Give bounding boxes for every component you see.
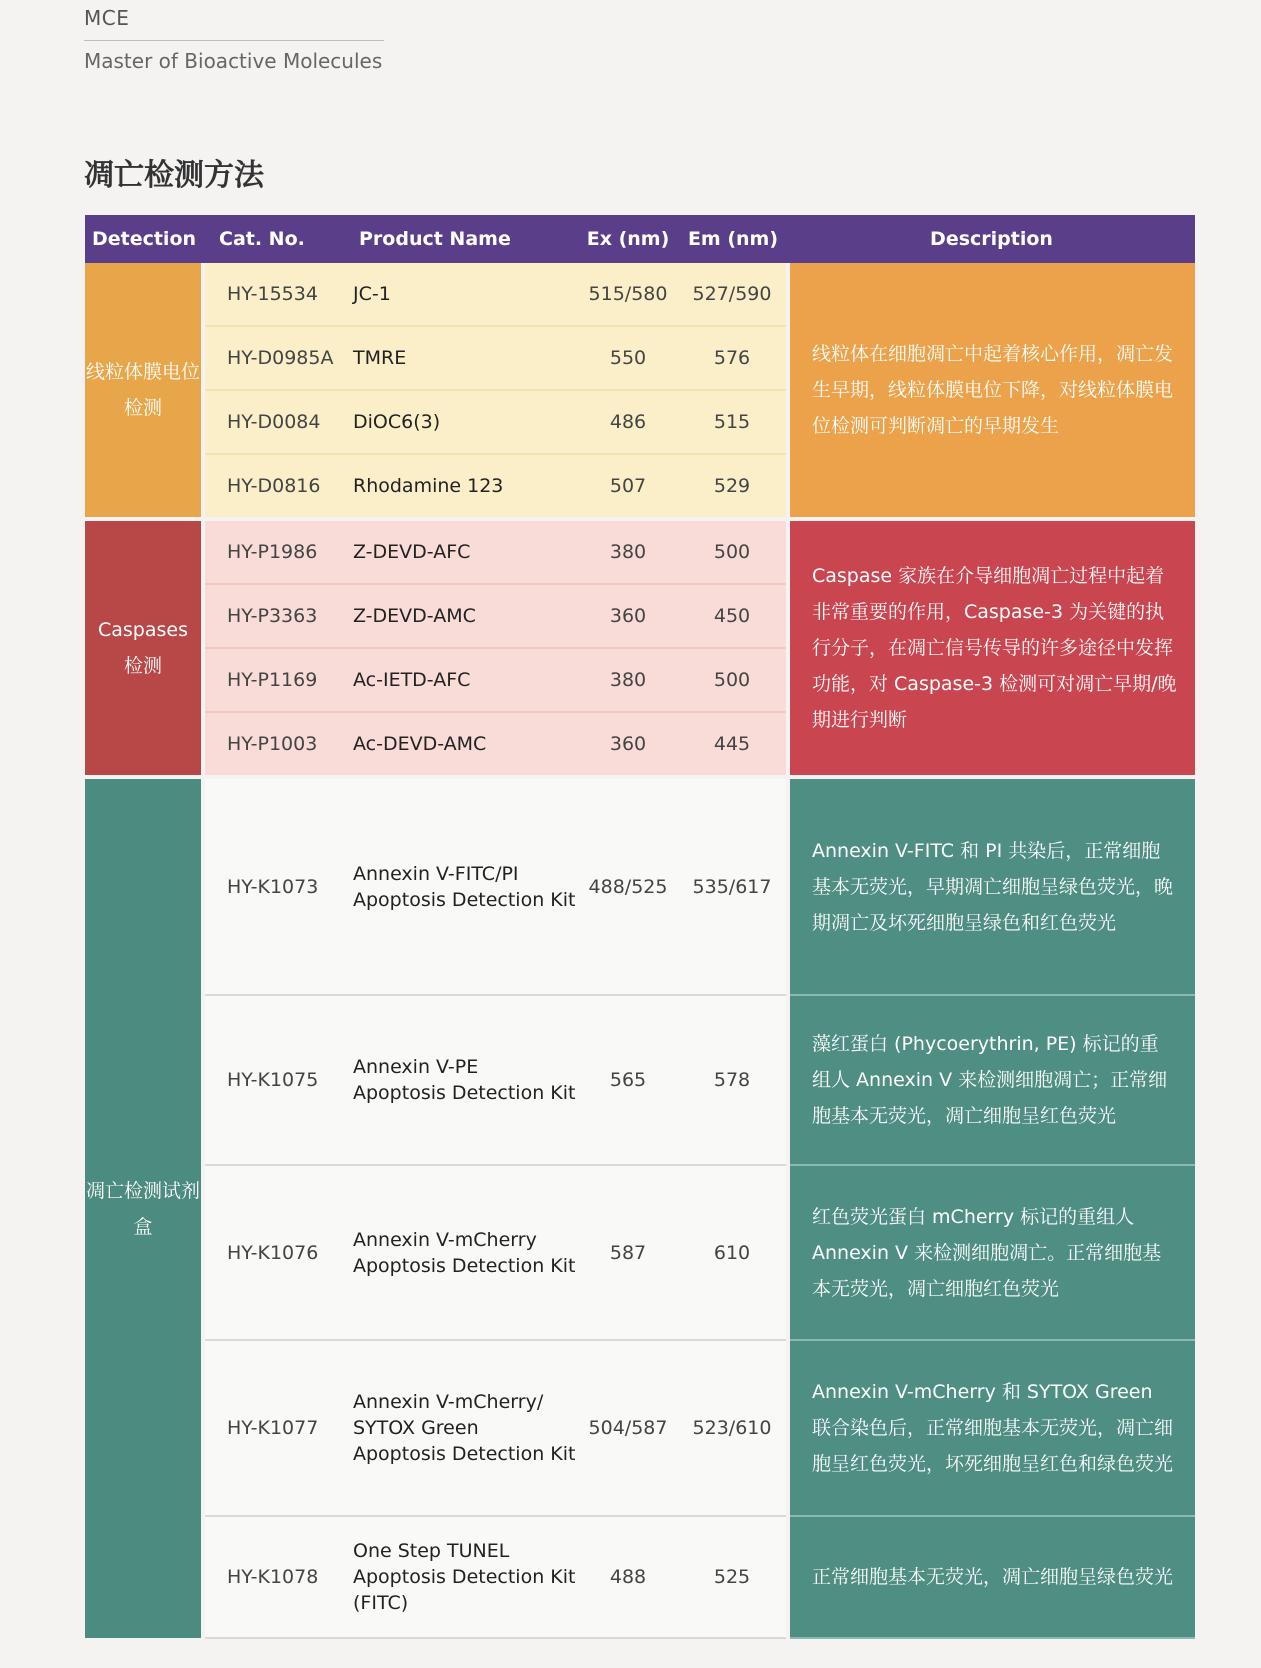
product-name: TMRE <box>343 326 578 390</box>
table-header-row <box>85 215 1195 263</box>
brand-block <box>84 6 384 73</box>
cat-no: HY-D0084 <box>203 390 343 454</box>
em-value: 525 <box>678 1516 788 1638</box>
table-row <box>85 263 1195 326</box>
ex-value: 488/525 <box>578 777 678 995</box>
group-caspases <box>85 519 1195 777</box>
description: 线粒体在细胞凋亡中起着核心作用，凋亡发生早期，线粒体膜电位下降，对线粒体膜电位检测可判断凋亡的早期发生 <box>788 263 1195 519</box>
group-apoptosis-kits <box>85 777 1195 1638</box>
ex-value: 565 <box>578 995 678 1165</box>
ex-value: 504/587 <box>578 1340 678 1516</box>
ex-value: 507 <box>578 454 678 519</box>
page-title: 凋亡检测方法 <box>84 158 264 193</box>
product-name: Annexin V-mCherry Apoptosis Detection Kit <box>343 1165 578 1340</box>
em-value: 500 <box>678 648 788 712</box>
description: 红色荧光蛋白 mCherry 标记的重组人 Annexin V 来检测细胞凋亡。正常细胞基本无荧光，凋亡细胞红色荧光 <box>788 1165 1195 1340</box>
ex-value: 380 <box>578 519 678 584</box>
detection-label: 线粒体膜电位检测 <box>85 263 203 519</box>
header-ex: Ex (nm) <box>578 215 678 263</box>
table-row <box>85 1516 1195 1638</box>
cat-no: HY-K1073 <box>203 777 343 995</box>
table-row <box>85 777 1195 995</box>
em-value: 450 <box>678 584 788 648</box>
em-value: 523/610 <box>678 1340 788 1516</box>
product-name: Z-DEVD-AMC <box>343 584 578 648</box>
cat-no: HY-P3363 <box>203 584 343 648</box>
em-value: 527/590 <box>678 263 788 326</box>
group-mitochondrial-potential <box>85 263 1195 519</box>
cat-no: HY-15534 <box>203 263 343 326</box>
description: 正常细胞基本无荧光，凋亡细胞呈绿色荧光 <box>788 1516 1195 1638</box>
cat-no: HY-K1076 <box>203 1165 343 1340</box>
ex-value: 380 <box>578 648 678 712</box>
header-detection: Detection <box>85 215 203 263</box>
header-product-name: Product Name <box>343 215 578 263</box>
em-value: 515 <box>678 390 788 454</box>
em-value: 576 <box>678 326 788 390</box>
header-em: Em (nm) <box>678 215 788 263</box>
cat-no: HY-P1986 <box>203 519 343 584</box>
brand-name: MCE <box>84 6 130 30</box>
ex-value: 486 <box>578 390 678 454</box>
apoptosis-detection-table <box>85 215 1195 1639</box>
cat-no: HY-P1003 <box>203 712 343 777</box>
table-row <box>85 1165 1195 1340</box>
em-value: 578 <box>678 995 788 1165</box>
em-value: 610 <box>678 1165 788 1340</box>
em-value: 535/617 <box>678 777 788 995</box>
cat-no: HY-D0816 <box>203 454 343 519</box>
product-name: Annexin V-FITC/PI Apoptosis Detection Kit <box>343 777 578 995</box>
description: Annexin V-mCherry 和 SYTOX Green 联合染色后，正常细胞基本无荧光，凋亡细胞呈红色荧光，坏死细胞呈红色和绿色荧光 <box>788 1340 1195 1516</box>
product-name: Ac-DEVD-AMC <box>343 712 578 777</box>
table-row <box>85 1340 1195 1516</box>
table-row <box>85 519 1195 584</box>
ex-value: 360 <box>578 584 678 648</box>
product-name: JC-1 <box>343 263 578 326</box>
cat-no: HY-K1075 <box>203 995 343 1165</box>
product-name: Annexin V-PE Apoptosis Detection Kit <box>343 995 578 1165</box>
brand-divider <box>84 40 384 41</box>
cat-no: HY-D0985A <box>203 326 343 390</box>
ex-value: 360 <box>578 712 678 777</box>
header-cat-no: Cat. No. <box>203 215 343 263</box>
cat-no: HY-K1078 <box>203 1516 343 1638</box>
detection-label: 凋亡检测试剂盒 <box>85 777 203 1638</box>
description: Caspase 家族在介导细胞凋亡过程中起着非常重要的作用，Caspase-3 为关键的执行分子，在凋亡信号传导的许多途径中发挥功能，对 Caspase-3 检测可对凋亡早期/晚期进行判断 <box>788 519 1195 777</box>
brand-tagline: Master of Bioactive Molecules <box>84 49 383 73</box>
description: Annexin V-FITC 和 PI 共染后，正常细胞基本无荧光，早期凋亡细胞呈绿色荧光，晚期凋亡及坏死细胞呈绿色和红色荧光 <box>788 777 1195 995</box>
product-name: One Step TUNEL Apoptosis Detection Kit (FITC) <box>343 1516 578 1638</box>
cat-no: HY-P1169 <box>203 648 343 712</box>
header-description: Description <box>788 215 1195 263</box>
ex-value: 488 <box>578 1516 678 1638</box>
product-name: Z-DEVD-AFC <box>343 519 578 584</box>
ex-value: 587 <box>578 1165 678 1340</box>
description: 藻红蛋白 (Phycoerythrin, PE) 标记的重组人 Annexin V 来检测细胞凋亡；正常细胞基本无荧光，凋亡细胞呈红色荧光 <box>788 995 1195 1165</box>
product-name: Rhodamine 123 <box>343 454 578 519</box>
table-row <box>85 995 1195 1165</box>
detection-label: Caspases 检测 <box>85 519 203 777</box>
product-name: Annexin V-mCherry/ SYTOX Green Apoptosis Detection Kit <box>343 1340 578 1516</box>
em-value: 445 <box>678 712 788 777</box>
cat-no: HY-K1077 <box>203 1340 343 1516</box>
product-name: DiOC6(3) <box>343 390 578 454</box>
ex-value: 515/580 <box>578 263 678 326</box>
ex-value: 550 <box>578 326 678 390</box>
em-value: 529 <box>678 454 788 519</box>
product-name: Ac-IETD-AFC <box>343 648 578 712</box>
em-value: 500 <box>678 519 788 584</box>
